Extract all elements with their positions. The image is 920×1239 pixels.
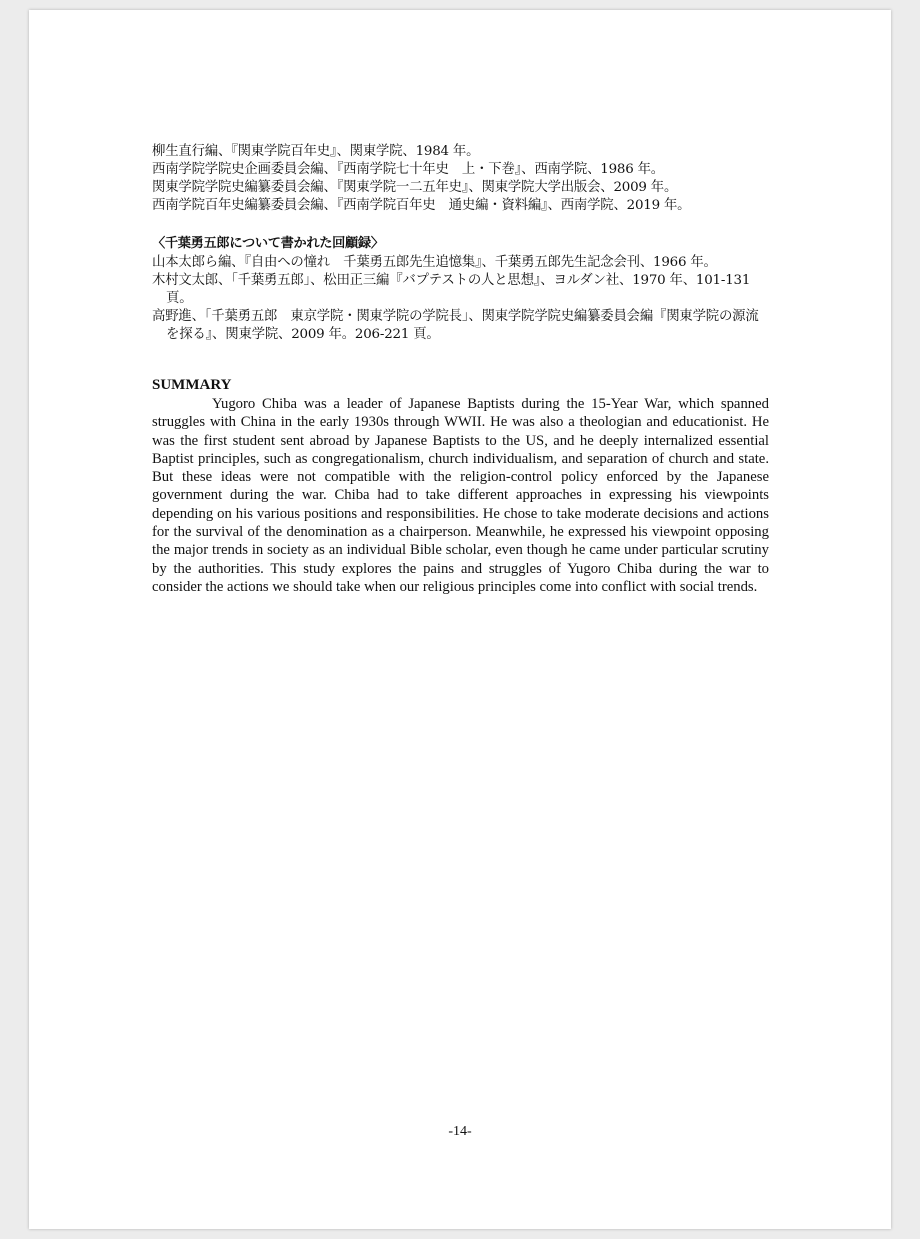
document-page — [29, 10, 891, 1229]
reference-item: 山本太郎ら編、『自由への憧れ 千葉勇五郎先生追憶集』、千葉勇五郎先生記念会刊、1966 年。 — [152, 255, 717, 270]
memoirs-section-heading: 〈千葉勇五郎について書かれた回顧録〉 — [152, 236, 384, 251]
reference-item: 木村文太郎、「千葉勇五郎」、松田正三編『バプテストの人と思想』、ヨルダン社、1970 年、101-131 頁。 — [152, 273, 751, 306]
reference-list-histories — [152, 143, 769, 215]
reference-item: 西南学院百年史編纂委員会編、『西南学院百年史 通史編・資料編』、西南学院、2019 年。 — [152, 198, 691, 213]
summary-paragraph: Yugoro Chiba was a leader of Japanese Baptists during the 15-Year War, which spanned struggles with China in the early 1930s through WWII. He was also a theologian and educationist. He was the first student sent abroad by Japanese Baptists to the US, and he deeply internalized essential Baptist principles, such as congregationalism, church individualism, and separation of church and state. But these ideas were not compatible with the religion-control policy enforced by the Japanese government during the war. Chiba had to take different approaches in expressing his viewpoints depending on his various positions and responsibilities. He chose to take moderate decisions and actions for the survival of the denomination as a chairperson. Meanwhile, he expressed his viewpoint opposing the major trends in society as an individual Bible scholar, even though he came under particular scrutiny by the authorities. This study explores the pains and struggles of Yugoro Chiba during the war to consider the actions we should take when our religious principles come into conflict with social trends. — [152, 396, 769, 595]
reference-item: 柳生直行編、『関東学院百年史』、関東学院、1984 年。 — [152, 144, 480, 159]
page-number: -14- — [448, 1124, 472, 1139]
reference-item: 西南学院学院史企画委員会編、『西南学院七十年史 上・下巻』、西南学院、1986 年。 — [152, 162, 664, 177]
reference-item: 関東学院学院史編纂委員会編、『関東学院一二五年史』、関東学院大学出版会、2009 年。 — [152, 180, 678, 195]
page-content — [152, 136, 769, 596]
reference-list-memoirs — [152, 254, 769, 344]
summary-heading: SUMMARY — [152, 377, 232, 393]
reference-item: 高野進、「千葉勇五郎 東京学院・関東学院の学院長」、関東学院学院史編纂委員会編『関東学院の源流を探る』、関東学院、2009 年。206-221 頁。 — [152, 309, 759, 342]
